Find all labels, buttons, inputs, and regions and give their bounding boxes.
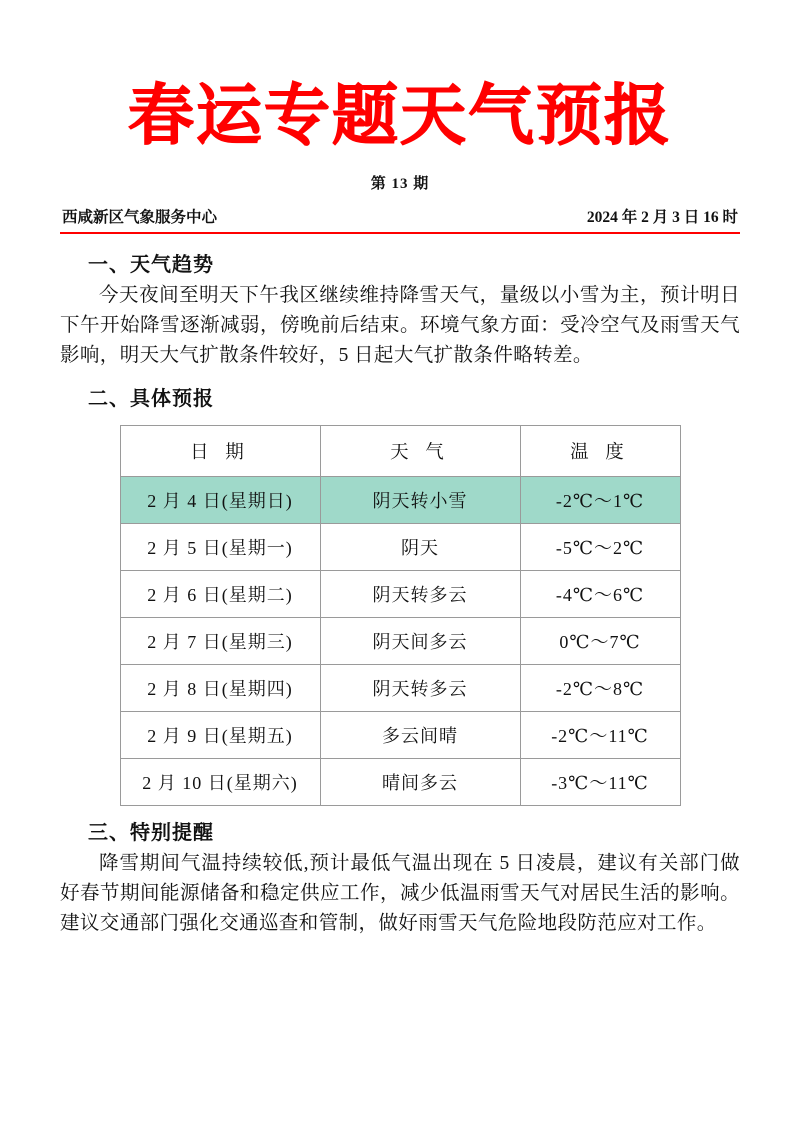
forecast-table [120, 425, 681, 806]
cell-temperature: -3℃～11℃ [520, 758, 680, 805]
cell-weather: 阴天 [320, 523, 520, 570]
table-header-row [120, 425, 680, 476]
issue-date: 2024 年 2 月 3 日 16 时 [586, 208, 738, 226]
page-bottom-spacer [60, 941, 740, 949]
cell-weather: 阴天间多云 [320, 617, 520, 664]
cell-weather: 晴间多云 [320, 758, 520, 805]
cell-weather: 阴天转小雪 [320, 476, 520, 523]
cell-temperature: -2℃～1℃ [520, 476, 680, 523]
cell-temperature: -4℃～6℃ [520, 570, 680, 617]
cell-temperature: -2℃～11℃ [520, 711, 680, 758]
cell-temperature: 0℃～7℃ [520, 617, 680, 664]
cell-date: 2 月 6 日(星期二) [120, 570, 320, 617]
cell-temperature: -5℃～2℃ [520, 523, 680, 570]
issue-number: 第 13 期 [370, 175, 430, 192]
cell-date: 2 月 10 日(星期六) [120, 758, 320, 805]
section-heading-reminder: 三、特别提醒 [88, 819, 214, 844]
page-title: 春运专题天气预报 [128, 77, 672, 154]
section-heading-trend: 一、天气趋势 [88, 251, 214, 276]
document-meta [60, 205, 740, 234]
section-heading-forecast: 二、具体预报 [88, 385, 214, 410]
column-header-weather: 天 气 [320, 425, 520, 476]
table-row [120, 570, 680, 617]
section-paragraph-reminder: 降雪期间气温持续较低,预计最低气温出现在 5 日凌晨，建议有关部门做好春节期间能源储备和稳定供应工作，减少低温雨雪天气对居民生活的影响。建议交通部门强化交通巡查和管制，做好雨雪天气危险地段防范应对工作。 [60, 852, 740, 934]
column-header-date: 日 期 [120, 425, 320, 476]
cell-date: 2 月 8 日(星期四) [120, 664, 320, 711]
cell-date: 2 月 9 日(星期五) [120, 711, 320, 758]
table-row [120, 758, 680, 805]
issuing-organization: 西咸新区气象服务中心 [62, 208, 218, 226]
cell-date: 2 月 4 日(星期日) [120, 476, 320, 523]
table-row [120, 711, 680, 758]
cell-temperature: -2℃～8℃ [520, 664, 680, 711]
table-row [120, 476, 680, 523]
cell-date: 2 月 5 日(星期一) [120, 523, 320, 570]
table-row [120, 523, 680, 570]
cell-weather: 多云间晴 [320, 711, 520, 758]
cell-date: 2 月 7 日(星期三) [120, 617, 320, 664]
cell-weather: 阴天转多云 [320, 570, 520, 617]
cell-weather: 阴天转多云 [320, 664, 520, 711]
table-row [120, 664, 680, 711]
section-paragraph-trend: 今天夜间至明天下午我区继续维持降雪天气，量级以小雪为主，预计明日下午开始降雪逐渐减弱，傍晚前后结束。环境气象方面：受冷空气及雨雪天气影响，明天大气扩散条件较好，5 日起大气扩散条件略转差。 [60, 284, 740, 367]
column-header-temperature: 温 度 [520, 425, 680, 476]
table-row [120, 617, 680, 664]
